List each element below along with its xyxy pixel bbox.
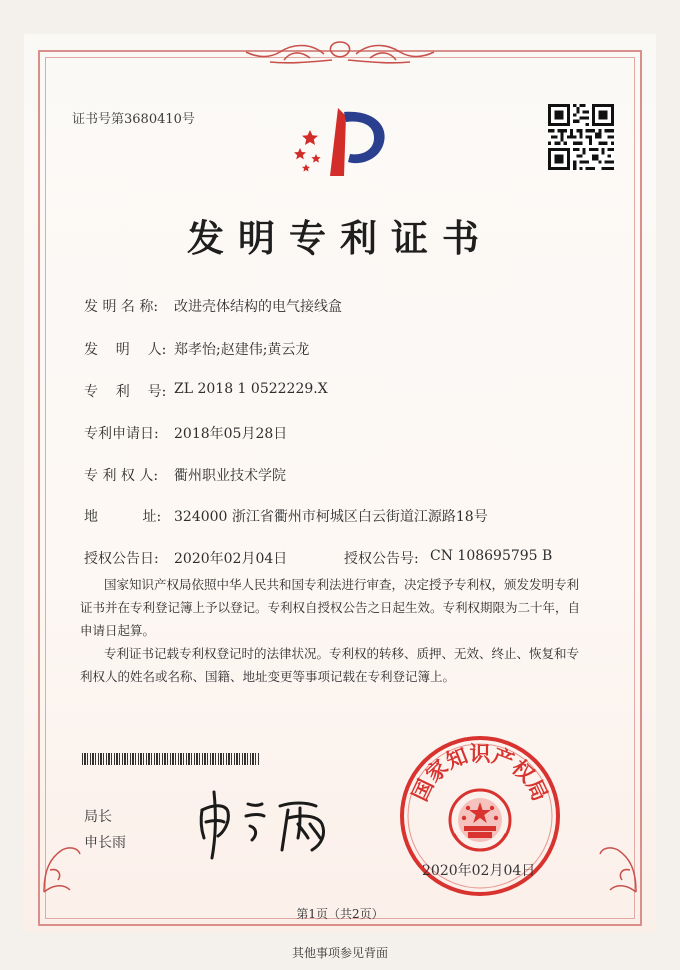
invention-name-label: 发 明 名 称: (84, 299, 159, 315)
corner-ornament-icon (40, 840, 84, 896)
para1-line: 证书并在专利登记簿上予以登记。专利权自授权公告之日起生效。专利权期限为二十年，自 (80, 600, 581, 615)
patent-number-value: ZL 2018 1 0522229.X (174, 381, 328, 397)
para1-line: 申请日起算。 (80, 623, 156, 638)
para2-line: 专利证书记载专利权登记时的法律状况。专利权的转移、质押、无效、终止、恢复和专 (104, 646, 580, 661)
grant-number-label: 授权公告号: (344, 551, 419, 567)
handwritten-signature-icon (194, 788, 344, 860)
director-title: 局长 (84, 809, 112, 825)
footer-note: 其他事项参见背面 (291, 946, 388, 960)
invention-name-value: 改进壳体结构的电气接线盒 (174, 299, 342, 315)
patent-office-logo-icon (290, 102, 394, 182)
para1-line: 国家知识产权局依照中华人民共和国专利法进行审查，决定授予专利权，颁发发明专利 (104, 577, 580, 592)
barcode-icon (82, 753, 260, 765)
filing-date-label: 专利申请日: (84, 426, 159, 442)
seal-text: 国家知识产权局 (406, 741, 554, 805)
patentee-label: 专 利 权 人: (84, 468, 159, 484)
patent-number-label: 专 利 号: (84, 384, 167, 400)
patentee-value: 衢州职业技术学院 (174, 468, 286, 484)
seal-date: 2020年02月04日 (422, 863, 536, 879)
svg-text:国家知识产权局 (407, 741, 553, 805)
address-label: 地 址: (84, 509, 162, 525)
qr-code-icon (548, 104, 614, 170)
inventors-label: 发 明 人: (84, 342, 167, 358)
corner-ornament-icon (596, 840, 640, 896)
page-number: 第1页（共2页） (296, 907, 384, 921)
director-name: 申长雨 (84, 835, 126, 851)
national-emblem-icon (450, 790, 510, 850)
grant-number-value: CN 108695795 B (430, 548, 553, 564)
inventors-value: 郑孝怡;赵建伟;黄云龙 (174, 342, 310, 358)
grant-date-label: 授权公告日: (84, 551, 159, 567)
filing-date-value: 2018年05月28日 (174, 426, 288, 442)
certificate-number: 证书号第3680410号 (72, 112, 195, 127)
para2-line: 利权人的姓名或名称、国籍、地址变更等事项记载在专利登记簿上。 (80, 669, 456, 684)
top-ornament-icon (240, 38, 440, 68)
certificate-title: 发明专利证书 (187, 216, 493, 260)
address-value: 324000 浙江省衢州市柯城区白云街道江源路18号 (174, 509, 488, 525)
grant-date-value: 2020年02月04日 (174, 551, 288, 567)
